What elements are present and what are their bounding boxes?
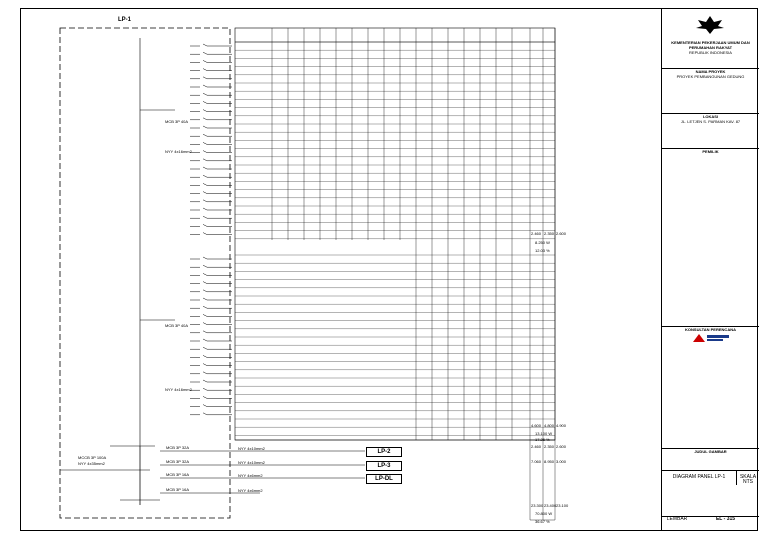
feeder-4-breaker: MCB 3P 16A (166, 487, 190, 492)
feeder-1-breaker: MCB 3P 32A (166, 445, 190, 450)
drawing-title-section (662, 448, 759, 454)
total-grand-r: 23.300 (531, 503, 544, 508)
feeder-2-cable: NYY 4x10mm2 (238, 460, 265, 465)
section-2-breaker: MCB 3P 40A (165, 323, 189, 328)
total-upper-pct: 12.03 % (535, 248, 550, 253)
total-mid-r2: 7.060 (531, 459, 542, 464)
panel-name: LP-1 (118, 17, 132, 23)
drawing-title: DIAGRAM PANEL LP-1 (662, 471, 737, 485)
owner-section (662, 148, 759, 154)
org-sub: REPUBLIK INDONESIA (689, 50, 732, 55)
drawing-code: EL - 315 (715, 516, 736, 522)
total-upper-s: 2.350 (544, 231, 555, 236)
main-breaker-cable: NYY 4x35mm2 (78, 461, 105, 466)
project-label: NAMA PROYEK (695, 69, 726, 74)
project-section (662, 68, 759, 79)
total-mid-r: 2.460 (531, 444, 542, 449)
total-mid-s2: 8.950 (544, 459, 555, 464)
total-grand-pct: 36.67 % (535, 519, 550, 524)
location-text: JL. LETJEN S. PARMAN KAV. 87 (680, 119, 741, 124)
total-grand-t: 23.100 (556, 503, 569, 508)
owner-label: PEMILIK (702, 149, 719, 154)
total-upper-t: 2.600 (556, 231, 567, 236)
project-name: PROYEK PEMBANGUNAN GEDUNG (676, 74, 745, 79)
total-lower-s: 4.800 (544, 423, 555, 428)
feeder-2-breaker: MCB 3P 32A (166, 459, 190, 464)
total-grand-sum: 70.800 W (535, 511, 553, 516)
title-block (661, 8, 758, 531)
total-mid-t: 2.600 (556, 444, 567, 449)
feeder-3-breaker: MCB 3P 16A (166, 472, 190, 477)
total-upper-r: 2.460 (531, 231, 542, 236)
feeder-1-panel: LP-2 (366, 447, 402, 457)
feeder-4-cable: NYY 4x6mm2 (238, 488, 263, 493)
total-lower-sum: 13.100 W (535, 431, 553, 436)
location-label: LOKASI (702, 114, 719, 119)
consultant-section (662, 326, 759, 345)
total-lower-t: 4.900 (556, 423, 567, 428)
total-grand-s: 23.400 (544, 503, 557, 508)
consultant-label: KONSULTAN PERENCANA (685, 327, 736, 332)
drawing-title-row (662, 470, 759, 510)
org-name: KEMENTERIAN PEKERJAAN UMUM DAN PERUMAHAN RAKYAT (671, 40, 750, 50)
section-1-cable: NYY 4x16mm2 (165, 149, 192, 154)
feeder-3-cable: NYY 4x6mm2 (238, 473, 263, 478)
total-upper-sum: 8.250 W (535, 240, 550, 245)
feeder-2-panel: LP-3 (366, 461, 402, 471)
consultant-logo-icon (691, 332, 731, 344)
section-1-breaker: MCB 3P 40A (165, 119, 189, 124)
section-2-cable: NYY 4x16mm2 (165, 387, 192, 392)
feeder-1-cable: NYY 4x10mm2 (238, 446, 265, 451)
feeder-3-panel: LP-DL (366, 474, 402, 484)
total-lower-r: 4.600 (531, 423, 542, 428)
scale-value: NTS (743, 479, 753, 485)
total-mid-t2: 3.000 (556, 459, 567, 464)
total-lower-pct: 17.25 % (535, 437, 550, 442)
sheet-label: LEMBAR (666, 516, 688, 522)
location-section (662, 113, 759, 124)
scale-label: SKALA (739, 474, 757, 480)
total-mid-s: 2.350 (544, 444, 555, 449)
org-section (662, 40, 759, 55)
drawing-title-label: JUDUL GAMBAR (694, 449, 727, 454)
sheet-row (662, 516, 759, 531)
main-breaker-label: MCCB 3P 100A (78, 455, 107, 460)
garuda-emblem-icon (692, 14, 728, 36)
